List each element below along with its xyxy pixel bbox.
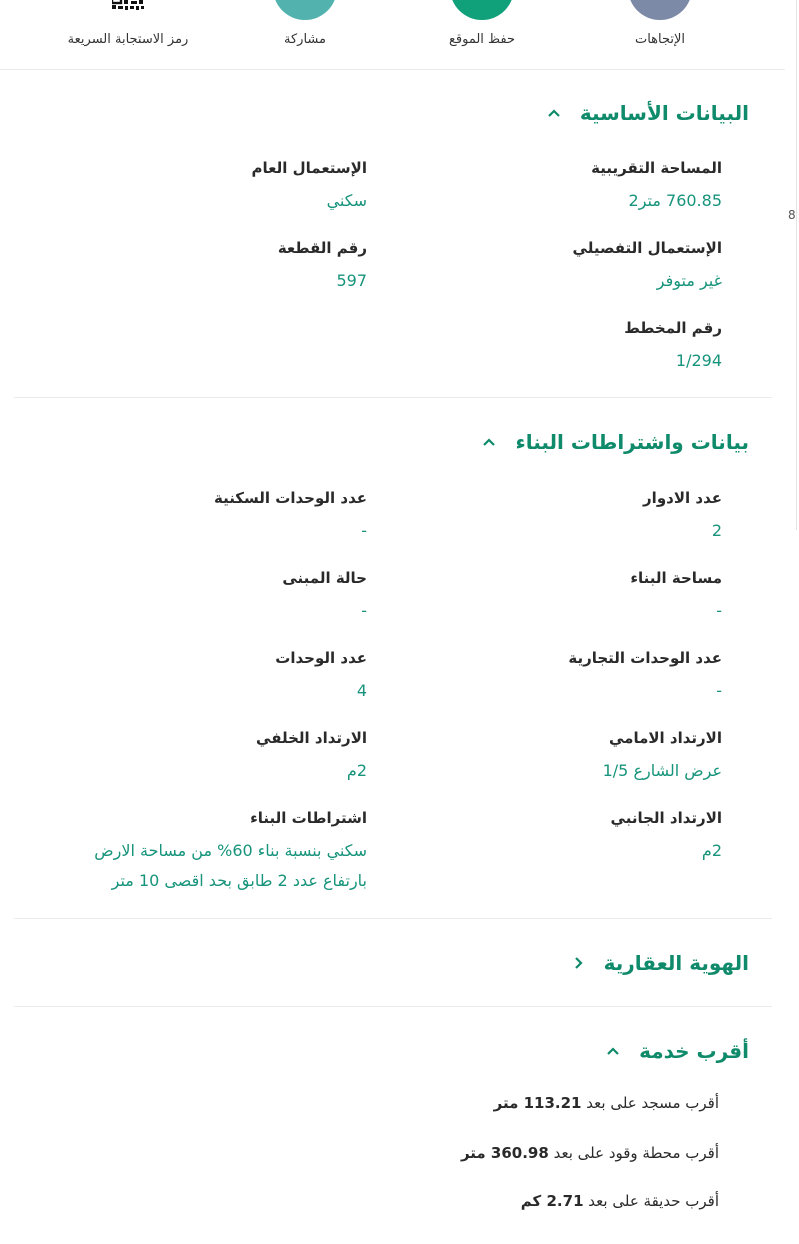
general-use-field — [27, 158, 367, 216]
chevron-up-icon[interactable] — [601, 1039, 625, 1063]
plot-number-label: رقم القطعة — [277, 239, 367, 257]
plot-number-field — [27, 238, 367, 296]
share-label: مشاركة — [284, 32, 326, 47]
building-area-value: - — [716, 601, 722, 620]
rear-setback-value: 2م — [346, 761, 367, 780]
requirements-line-2: بارتفاع عدد 2 طابق بحد اقصى 10 متر — [111, 871, 367, 890]
section-divider — [14, 1006, 772, 1007]
save-location-icon — [450, 0, 514, 20]
detailed-use-field — [392, 238, 722, 296]
detailed-use-label: الإستعمال التفصيلي — [572, 239, 722, 257]
building-requirements-label: اشتراطات البناء — [250, 809, 367, 827]
chevron-up-icon[interactable] — [542, 101, 566, 125]
requirements-line-1: سكني بنسبة بناء 60% من مساحة الارض — [94, 841, 367, 860]
park-distance: 2.71 كم — [520, 1192, 584, 1210]
section-divider — [14, 397, 772, 398]
mosque-prefix: أقرب مسجد على بعد — [586, 1094, 719, 1112]
residential-units-value: - — [361, 521, 367, 540]
qr-code-label: رمز الاستجابة السريعة — [67, 32, 189, 47]
front-setback-field — [392, 728, 722, 786]
directions-icon — [628, 0, 692, 20]
rear-setback-field — [27, 728, 367, 786]
residential-units-field — [27, 488, 367, 546]
residential-units-label: عدد الوحدات السكنية — [213, 489, 367, 507]
real-estate-identity-title: الهوية العقارية — [603, 951, 749, 975]
building-requirements-value — [27, 836, 367, 896]
general-use-value: سكني — [326, 191, 367, 210]
building-status-label: حالة المبنى — [282, 569, 367, 587]
share-button[interactable] — [225, 0, 385, 70]
floors-label: عدد الادوار — [643, 489, 722, 507]
commercial-units-value: - — [716, 681, 722, 700]
edge-digit: 8 — [788, 208, 796, 222]
action-bar — [0, 0, 785, 70]
nearest-mosque — [494, 1094, 719, 1112]
building-area-field — [392, 568, 722, 626]
rear-setback-label: الارتداد الخلفي — [256, 729, 367, 747]
nearest-service-header[interactable] — [601, 1039, 749, 1063]
approx-area-value: 760.85 متر2 — [628, 191, 722, 210]
chevron-left-icon[interactable] — [566, 951, 590, 975]
general-use-label: الإستعمال العام — [251, 159, 367, 177]
plan-number-value: 1/294 — [675, 351, 722, 370]
commercial-units-field — [392, 648, 722, 706]
fuel-prefix: أقرب محطة وقود على بعد — [553, 1144, 719, 1162]
mosque-distance: 113.21 متر — [493, 1094, 582, 1112]
approx-area-label: المساحة التقريبية — [591, 159, 722, 177]
save-location-label: حفظ الموقع — [448, 32, 516, 47]
side-setback-field — [392, 808, 722, 866]
detailed-use-value: غير متوفر — [656, 271, 722, 290]
section-divider — [14, 918, 772, 919]
floors-field — [392, 488, 722, 546]
chevron-up-icon[interactable] — [477, 430, 501, 454]
front-setback-label: الارتداد الامامي — [609, 729, 722, 747]
building-status-field — [27, 568, 367, 626]
share-icon — [273, 0, 337, 20]
building-area-label: مساحة البناء — [630, 569, 722, 587]
side-setback-label: الارتداد الجانبي — [610, 809, 722, 827]
directions-button[interactable] — [580, 0, 740, 70]
directions-label: الإتجاهات — [634, 32, 686, 47]
basic-data-header[interactable] — [542, 101, 749, 125]
scrollbar-track[interactable] — [796, 0, 797, 530]
fuel-distance: 360.98 متر — [460, 1144, 549, 1162]
save-location-button[interactable] — [402, 0, 562, 70]
front-setback-value: عرض الشارع 1/5 — [602, 761, 722, 780]
building-data-header[interactable] — [477, 430, 749, 454]
units-label: عدد الوحدات — [275, 649, 367, 667]
units-value: 4 — [356, 681, 367, 700]
scrollbar-edge[interactable] — [785, 0, 799, 1244]
basic-data-title: البيانات الأساسية — [579, 101, 749, 125]
units-field — [27, 648, 367, 706]
floors-value: 2 — [711, 521, 722, 540]
plan-number-field — [392, 318, 722, 376]
qr-code-button[interactable] — [48, 0, 208, 70]
building-status-value: - — [361, 601, 367, 620]
side-setback-value: 2م — [701, 841, 722, 860]
nearest-fuel-station — [461, 1144, 719, 1162]
real-estate-identity-header[interactable] — [566, 951, 749, 975]
park-prefix: أقرب حديقة على بعد — [588, 1192, 719, 1210]
building-requirements-field — [27, 808, 367, 896]
approx-area-field — [392, 158, 722, 216]
nearest-park — [521, 1192, 719, 1210]
building-data-title: بيانات واشتراطات البناء — [515, 430, 749, 454]
nearest-service-title: أقرب خدمة — [639, 1039, 749, 1063]
commercial-units-label: عدد الوحدات التجارية — [568, 649, 722, 667]
plan-number-label: رقم المخطط — [624, 319, 722, 337]
qr-code-icon — [112, 0, 144, 14]
plot-number-value: 597 — [336, 271, 367, 290]
